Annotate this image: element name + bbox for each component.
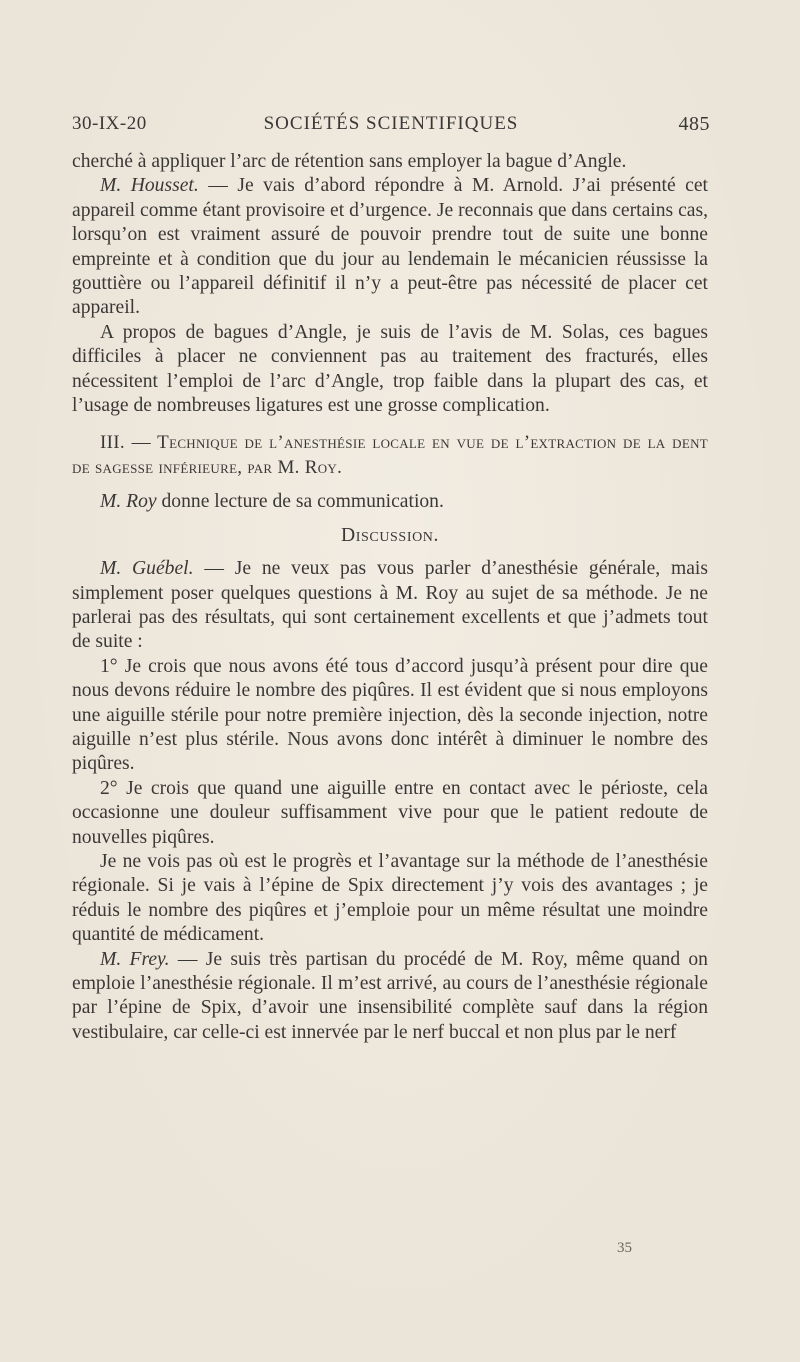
page-number: 485 <box>678 113 710 135</box>
section-title <box>72 431 708 480</box>
speaker-name: M. Roy <box>100 491 157 513</box>
header-date: 30-IX-20 <box>72 113 147 134</box>
paragraph-progres: Je ne vois pas où est le progrès et l’avantage sur la méthode de l’anesthésie régionale. Si je vais à l’épine de Spix directement j’y vois des avantages ; je réduis le nombre des piqûres et j’emploie pour un même résultat une moindre quantité de médicament. <box>72 850 708 946</box>
paragraph-guebel <box>72 557 708 655</box>
running-header <box>72 113 710 143</box>
body-text <box>72 150 708 1045</box>
speaker-name: M. Frey. <box>100 948 170 970</box>
speaker-name: M. Housset. <box>100 175 199 197</box>
paragraph-roy <box>72 490 708 514</box>
paragraph-text: — Je ne veux pas vous parler d’anesthésie générale, mais simplement poser quelques questions à M. Roy au sujet de sa méthode. Je ne parlerai pas des résultats, qui sont certainement excellents et que j’admets tout de suite : <box>72 558 708 653</box>
paragraph-housset <box>72 174 708 320</box>
paragraph-point-1: 1° Je crois que nous avons été tous d’accord jusqu’à présent pour dire que nous devons réduire le nombre des piqûres. Il est évident que si nous employons une aiguille stérile pour notre première injection, dès la seconde injection, notre aiguille n’est plus stérile. Nous avons donc intérêt à diminuer le nombre des piqûres. <box>72 655 708 775</box>
paragraph-continuation: cherché à appliquer l’arc de rétention sans employer la bague d’Angle. <box>72 151 627 172</box>
section-title-text: III. — Technique de l’anesthésie locale en vue de l’extraction de la dent de sagesse inférieure, par M. Roy. <box>72 432 708 478</box>
header-running-title: SOCIÉTÉS SCIENTIFIQUES <box>263 113 519 134</box>
signature-mark: 35 <box>617 1240 632 1256</box>
paragraph-point-2: 2° Je crois que quand une aiguille entre en contact avec le périoste, cela occasionne une douleur suffisamment vive pour que le patient redoute de nouvelles piqûres. <box>72 777 708 848</box>
paragraph-text: donne lecture de sa communication. <box>161 491 444 513</box>
paragraph-frey <box>72 948 708 1046</box>
paragraph-bagues: A propos de bagues d’Angle, je suis de l’avis de M. Solas, ces bagues difficiles à placer ne conviennent pas au traitement des fracturés, elles nécessitent l’emploi de l’arc d’Angle, trop faible dans la plupart des cas, et l’usage de nombreuses ligatures est une grosse complication. <box>72 321 708 417</box>
discussion-heading: Discussion. <box>341 524 439 546</box>
paragraph-text: — Je suis très partisan du procédé de M. Roy, même quand on emploie l’anesthésie régionale. Il m’est arrivé, au cours de l’anesthésie régionale par l’épine de Spix, d’avoir une insensibilité complète sauf dans la région vestibulaire, car celle-ci est innervée par le nerf buccal et non plus par le nerf <box>72 948 708 1043</box>
speaker-name: M. Guébel. <box>100 558 194 580</box>
paragraph-text: — Je vais d’abord répondre à M. Arnold. J’ai présenté cet appareil comme étant provisoire et d’urgence. Je reconnais que dans certains cas, lorsqu’on est vraiment assuré de pouvoir prendre tout de suite une bonne empreinte et à condition que du jour au lendemain le mécanicien réussisse la gouttière ou l’appareil définitif il n’y a peut-être pas nécessité de placer cet appareil. <box>72 175 708 319</box>
